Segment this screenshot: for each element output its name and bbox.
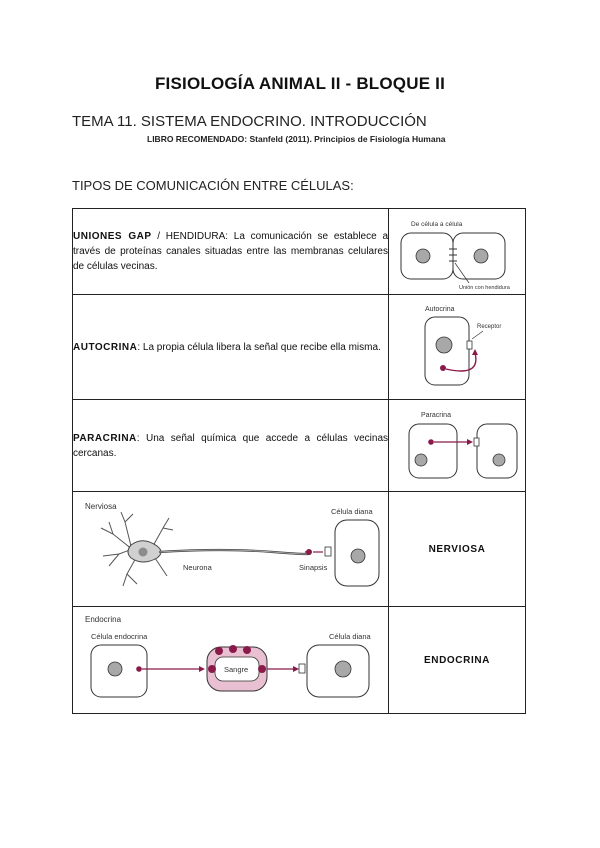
row-nervous <box>73 492 526 607</box>
endocrine-target-nucleus <box>335 661 351 677</box>
autocrine-arrowhead <box>472 349 478 355</box>
blood-hormone-3 <box>243 646 251 654</box>
nervous-target-nucleus <box>351 549 365 563</box>
page-title: FISIOLOGÍA ANIMAL II - BLOQUE II <box>154 74 446 93</box>
autocrine-text: : La propia célula libera la señal que recibe ella misma. <box>137 341 381 353</box>
nervous-figure-title: Nerviosa <box>85 502 117 511</box>
endocrine-arrowhead-1 <box>199 666 205 672</box>
recommended-book: LIBRO RECOMENDADO: Stanfeld (2011). Principios de Fisiología Humana <box>147 134 446 144</box>
autocrine-signal <box>440 365 446 371</box>
section-title: TIPOS DE COMUNICACIÓN ENTRE CÉLULAS: <box>72 178 354 193</box>
row-autocrine <box>73 295 526 400</box>
autocrine-term: AUTOCRINA <box>73 341 138 353</box>
endocrine-receptor <box>299 664 305 673</box>
endocrine-cell-label: Célula endocrina <box>91 632 148 641</box>
paracrine-description <box>73 400 389 492</box>
paracrine-figure-title: Paracrina <box>421 412 451 419</box>
nervous-label: NERVIOSA <box>389 492 526 607</box>
autocrine-figure-label: Receptor <box>477 324 502 330</box>
paracrine-figure-cell <box>389 400 526 492</box>
endocrine-label: ENDOCRINA <box>389 607 526 714</box>
paracrine-nucleus-target <box>493 454 505 466</box>
endocrine-arrowhead-2 <box>293 666 299 672</box>
gap-nucleus-left <box>416 249 430 263</box>
nervous-diagram <box>73 492 389 606</box>
endocrine-diagram <box>73 607 389 713</box>
synapse-signal <box>306 549 312 555</box>
endocrine-figure-cell <box>73 607 389 714</box>
paracrine-diagram <box>389 400 526 491</box>
endocrine-signal <box>136 666 142 672</box>
gap-description <box>73 209 389 295</box>
gap-figure-label: Unión con hendidura <box>459 285 510 291</box>
autocrine-nucleus <box>436 337 452 353</box>
gap-label-pointer <box>455 263 469 283</box>
autocrine-receptor <box>467 341 472 349</box>
synapse-label: Sinapsis <box>299 563 328 572</box>
gap-nucleus-right <box>474 249 488 263</box>
row-endocrine <box>73 607 526 714</box>
nervous-target-label: Célula diana <box>331 507 373 516</box>
blood-hormone-2 <box>229 645 237 653</box>
gap-figure-cell <box>389 209 526 295</box>
neuron-nucleus <box>139 548 148 557</box>
synapse-receptor <box>325 547 331 556</box>
communication-types-table <box>72 208 526 714</box>
endocrine-nucleus <box>108 662 122 676</box>
autocrine-description <box>73 295 389 400</box>
endocrine-figure-title: Endocrina <box>85 615 122 624</box>
gap-figure-title: De célula a célula <box>411 221 463 228</box>
neuron-label: Neurona <box>183 563 212 572</box>
autocrine-arrow <box>446 353 476 371</box>
paracrine-term: PARACRINA <box>73 432 137 444</box>
gap-term: UNIONES GAP <box>73 231 152 242</box>
topic-heading: TEMA 11. SISTEMA ENDOCRINO. INTRODUCCIÓN <box>72 113 427 130</box>
paracrine-text: : Una señal química que accede a células vecinas cercanas. <box>73 432 388 459</box>
endocrine-target-label: Célula diana <box>329 632 371 641</box>
gap-text: / HENDIDURA: La comunicación se establece a través de proteínas canales situadas entre las membranas celulares de células vecinas. <box>73 231 388 272</box>
autocrine-diagram <box>389 295 526 399</box>
autocrine-figure-title: Autocrina <box>425 306 455 313</box>
nervous-figure-cell <box>73 492 389 607</box>
blood-hormone-1 <box>215 647 223 655</box>
gap-junction-diagram <box>389 209 526 294</box>
paracrine-cell-source <box>409 424 457 478</box>
row-paracrine <box>73 400 526 492</box>
autocrine-receptor-pointer <box>472 331 483 339</box>
paracrine-cell-target <box>477 424 517 478</box>
row-gap-junction <box>73 209 526 295</box>
autocrine-figure-cell <box>389 295 526 400</box>
paracrine-arrowhead <box>467 439 473 445</box>
blood-hormone-5 <box>258 665 266 673</box>
paracrine-nucleus-source <box>415 454 427 466</box>
blood-label: Sangre <box>224 665 249 674</box>
paracrine-receptor <box>474 438 479 446</box>
blood-hormone-4 <box>208 665 216 673</box>
paracrine-signal <box>428 439 434 445</box>
